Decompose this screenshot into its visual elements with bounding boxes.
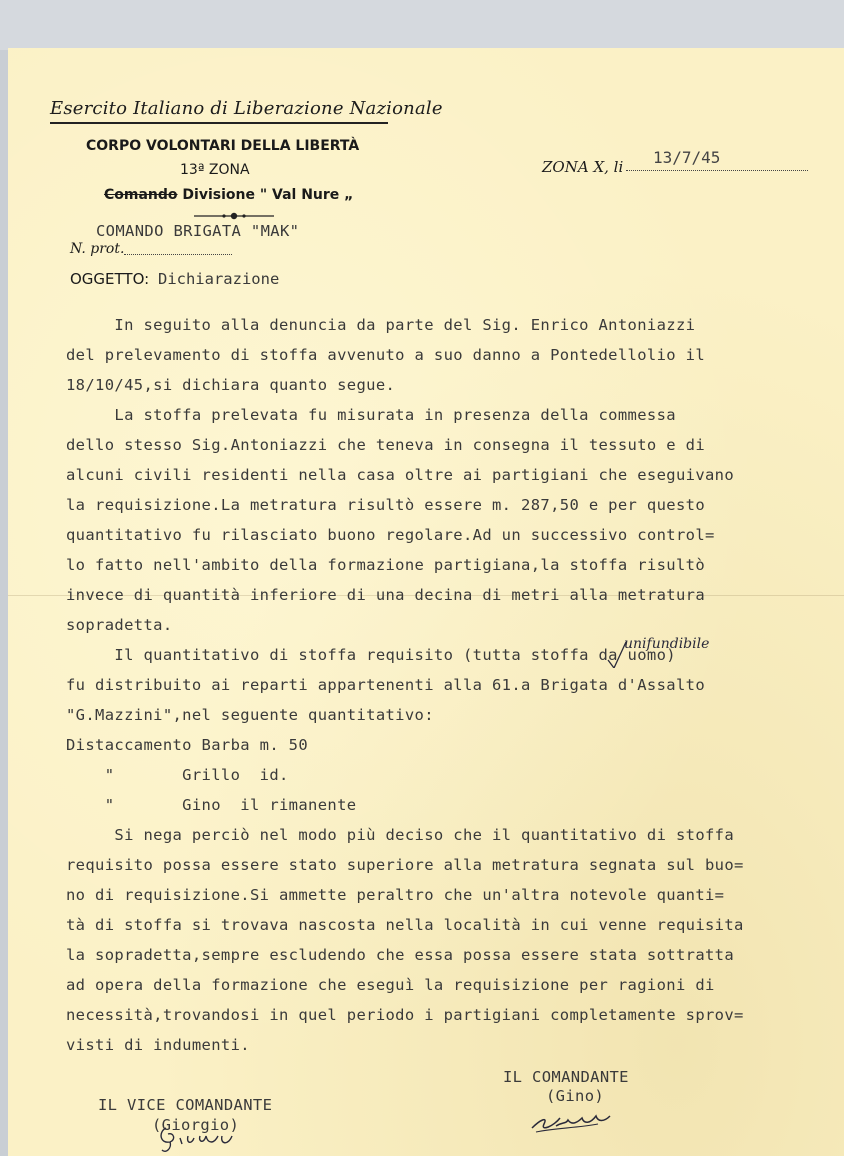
body-line: Distaccamento Barba m. 50 <box>66 736 309 754</box>
place-label: ZONA X, li <box>542 158 624 176</box>
vice-commander-name: (Giorgio) <box>152 1116 240 1134</box>
body-line: La stoffa prelevata fu misurata in presenza della commessa <box>66 406 676 424</box>
body-line: " Grillo id. <box>66 766 289 784</box>
letterhead-ornament <box>194 212 274 220</box>
commander-signature <box>526 1098 616 1138</box>
protocol-label: N. prot. <box>70 241 125 257</box>
body-line: visti di indumenti. <box>66 1036 250 1054</box>
body-line: lo fatto nell'ambito della formazione partigiana,la stoffa risultò <box>66 556 705 574</box>
subject-value: Dichiarazione <box>157 270 280 288</box>
brigade-stamp-line: COMANDO BRIGATA "MAK" <box>96 222 300 240</box>
letterhead-division: Divisione " Val Nure „ <box>182 187 354 203</box>
vice-commander-signature <box>152 1118 252 1156</box>
body-line: In seguito alla denuncia da parte del Sig. Enrico Antoniazzi <box>66 316 696 334</box>
body-line: tà di stoffa si trovava nascosta nella località in cui venne requisita <box>66 916 744 934</box>
body-line: quantitativo fu rilasciato buono regolare.Ad un successivo control= <box>66 526 715 544</box>
letterhead-division-line <box>104 187 353 203</box>
letterhead-rule <box>50 122 388 124</box>
body-line: la sopradetta,sempre escludendo che essa possa essere stata sottratta <box>66 946 735 964</box>
body-line: del prelevamento di stoffa avvenuto a suo danno a Pontedellolio il <box>66 346 705 364</box>
body-line: " Gino il rimanente <box>66 796 357 814</box>
body-line: 18/10/45,si dichiara quanto segue. <box>66 376 396 394</box>
commander-title: IL COMANDANTE <box>503 1068 629 1086</box>
date-line <box>626 170 808 171</box>
body-line: alcuni civili residenti nella casa oltre ai partigiani che eseguivano <box>66 466 735 484</box>
body-line: necessità,trovandosi in quel periodo i partigiani completamente sprov= <box>66 1006 744 1024</box>
body-line: invece di quantità inferiore di una decina di metri alla metratura <box>66 586 705 604</box>
subject-label: OGGETTO: <box>70 270 150 288</box>
subject-line <box>70 270 279 288</box>
body-line: Il quantitativo di stoffa requisito (tutta stoffa da uomo) <box>66 646 676 664</box>
handwritten-correction <box>598 628 728 668</box>
commander-name: (Gino) <box>546 1087 605 1105</box>
body-line: ad opera della formazione che eseguì la requisizione per ragioni di <box>66 976 715 994</box>
letterhead-division-struck: Comando <box>104 187 178 203</box>
date-value: 13/7/45 <box>653 148 721 167</box>
body-line: sopradetta. <box>66 616 173 634</box>
body-line: requisito possa essere stato superiore alla metratura segnata sul buo= <box>66 856 744 874</box>
protocol-line <box>124 254 232 255</box>
body-line: no di requisizione.Si ammette peraltro che un'altra notevole quanti= <box>66 886 725 904</box>
letterhead-zone: 13ª ZONA <box>180 162 250 178</box>
body-line: fu distribuito ai reparti appartenenti alla 61.a Brigata d'Assalto <box>66 676 705 694</box>
body-line: Si nega perciò nel modo più deciso che il quantitativo di stoffa <box>66 826 735 844</box>
body-line: "G.Mazzini",nel seguente quantitativo: <box>66 706 434 724</box>
handwritten-insert-text: unifundibile <box>624 636 710 652</box>
body-line: dello stesso Sig.Antoniazzi che teneva in consegna il tessuto e di <box>66 436 705 454</box>
document-page <box>8 48 844 1156</box>
body-line: la requisizione.La metratura risultò essere m. 287,50 e per questo <box>66 496 705 514</box>
letterhead-corps: CORPO VOLONTARI DELLA LIBERTÀ <box>86 138 360 154</box>
scan-background <box>0 0 844 50</box>
letterhead-organization: Esercito Italiano di Liberazione Nazionale <box>50 98 443 119</box>
vice-commander-title: IL VICE COMANDANTE <box>98 1096 273 1114</box>
